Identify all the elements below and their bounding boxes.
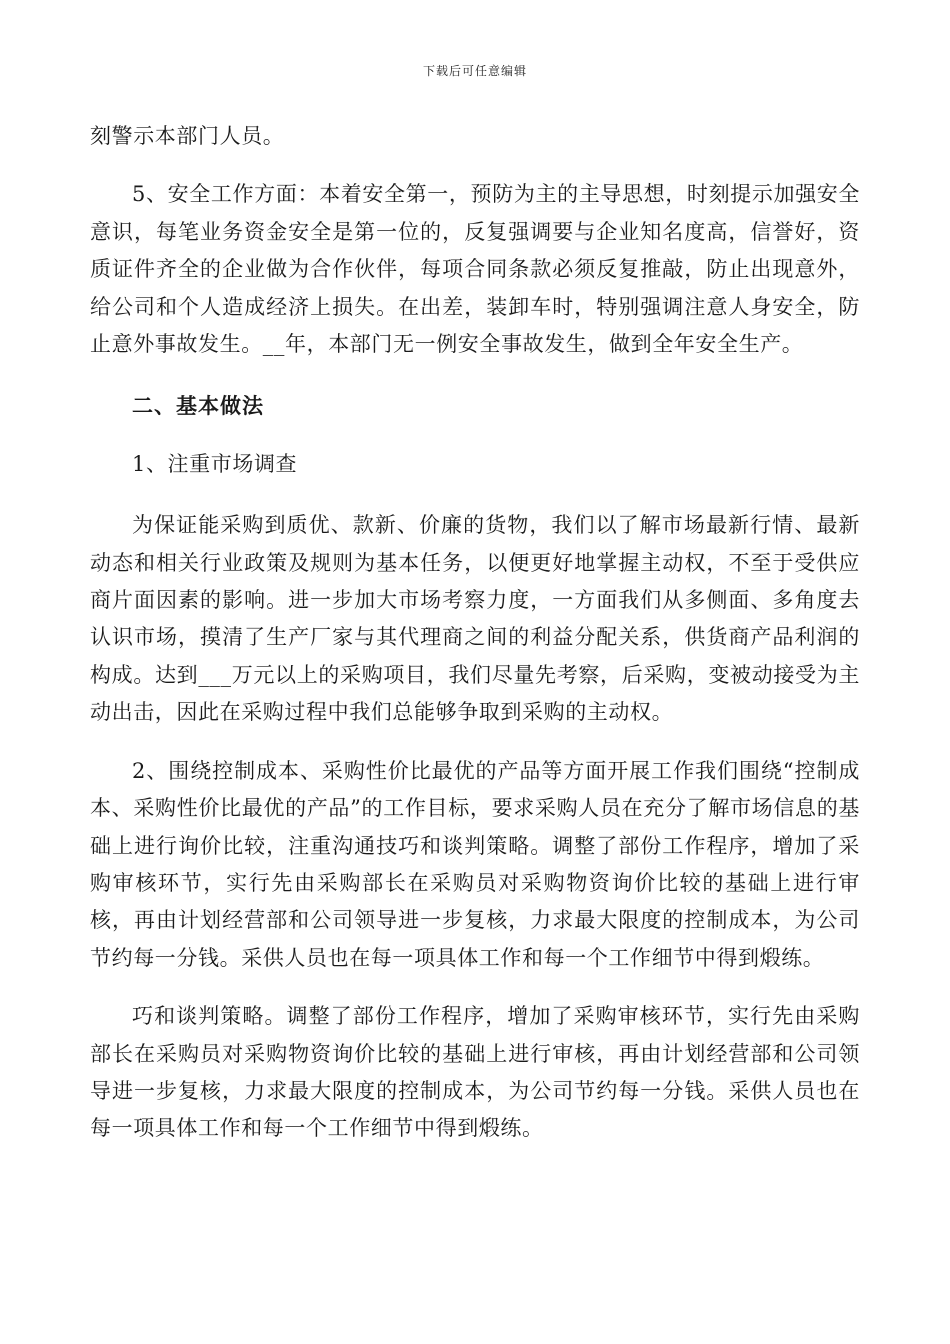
sub-heading-market: 1、注重市场调查 bbox=[132, 451, 298, 476]
paragraph-cost-control: 2、围绕控制成本、采购性价比最优的产品等方面开展工作我们围绕“控制成本、采购性价比最优的产品”的工作目标，要求采购人员在充分了解市场信息的基础上进行询价比较，注重沟通技巧和谈判策略。调整了部份工作程序，增加了采购审核环节，实行先由采购部长在采购员对采购物资询价比较的基础上进行审核，再由计划经营部和公司领导进一步复核，力求最大限度的控制成本，为公司节约每一分钱。采供人员也在每一项具体工作和每一个工作细节中得到煅练。 bbox=[90, 758, 860, 970]
document-body bbox=[90, 118, 860, 1148]
section-title: 二、基本做法 bbox=[132, 393, 264, 419]
paragraph-safety: 5、安全工作方面：本着安全第一，预防为主的主导思想，时刻提示加强安全意识，每笔业务资金安全是第一位的，反复强调要与企业知名度高，信誉好，资质证件齐全的企业做为合作伙伴，每项合同条款必须反复推敲，防止出现意外，给公司和个人造成经济上损失。在出差，装卸车时，特别强调注意人身安全，防止意外事故发生。__年，本部门无一例安全事故发生，做到全年安全生产。 bbox=[90, 182, 860, 357]
paragraph-market: 为保证能采购到质优、款新、价廉的货物，我们以了解市场最新行情、最新动态和相关行业政策及规则为基本任务，以便更好地掌握主动权，不至于受供应商片面因素的影响。进一步加大市场考察力度，一方面我们从多侧面、多角度去认识市场，摸清了生产厂家与其代理商之间的利益分配关系，供货商产品利润的构成。达到___万元以上的采购项目，我们尽量先考察，后采购，变被动接受为主动出击，因此在采购过程中我们总能够争取到采购的主动权。 bbox=[90, 513, 860, 725]
header-note: 下载后可任意编辑 bbox=[422, 64, 527, 78]
paragraph-repeat: 巧和谈判策略。调整了部份工作程序，增加了采购审核环节，实行先由采购部长在采购员对采购物资询价比较的基础上进行审核，再由计划经营部和公司领导进一步复核，力求最大限度的控制成本，为公司节约每一分钱。采供人员也在每一项具体工作和每一个工作细节中得到煅练。 bbox=[90, 1004, 860, 1141]
paragraph-continuation: 刻警示本部门人员。 bbox=[90, 124, 285, 148]
